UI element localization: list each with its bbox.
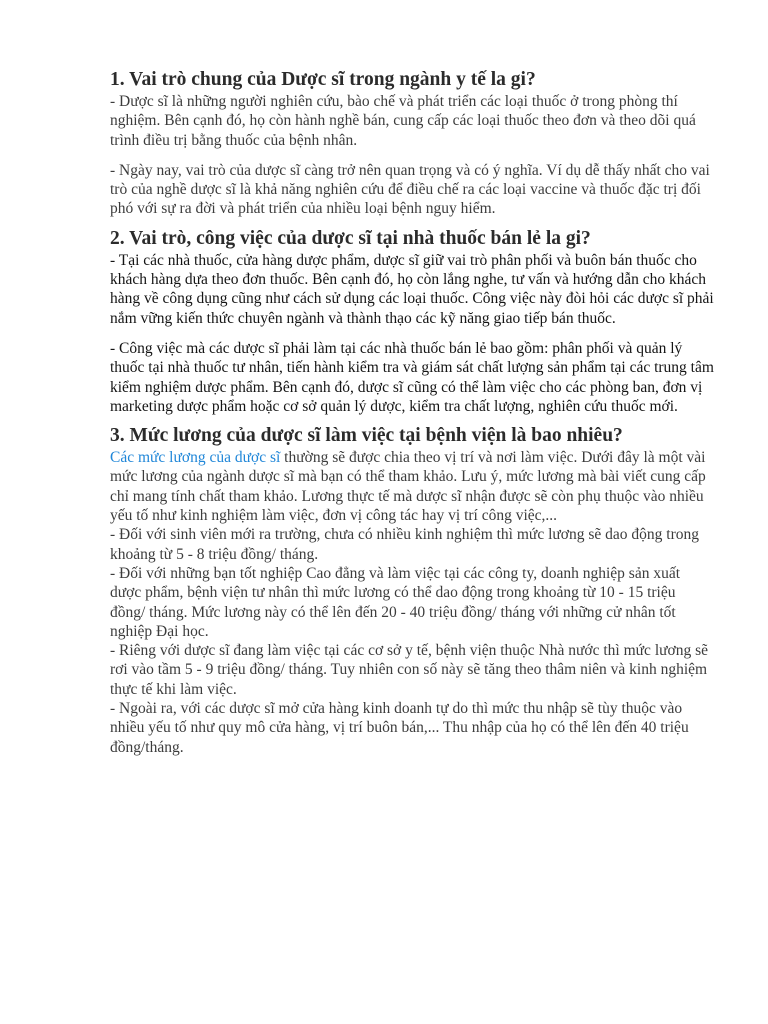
section-2-heading: 2. Vai trò, công việc của dược sĩ tại nhà thuốc bán lẻ la gi? <box>110 227 591 249</box>
section-3-heading: 3. Mức lương của dược sĩ làm việc tại bệnh viện là bao nhiêu? <box>110 425 623 447</box>
section-1-paragraph-2: - Ngày nay, vai trò của dược sĩ càng trở nên quan trọng và có ý nghĩa. Ví dụ dễ thấy nhất cho vai trò của nghề dược sĩ là khả năng nghiên cứu để điều chế ra các loại vaccine và thuốc đặc trị đối phó với sự ra đời và phát triển của nhiều loại bệnh nguy hiểm. <box>110 161 710 218</box>
section-3-intro <box>110 448 714 525</box>
salary-link[interactable]: Các mức lương của dược sĩ <box>110 449 281 467</box>
section-1 <box>110 68 714 219</box>
salary-bullet-1: - Đối với sinh viên mới ra trường, chưa có nhiều kinh nghiệm thì mức lương sẽ dao động trong khoảng từ 5 - 8 triệu đồng/ tháng. <box>110 526 699 563</box>
salary-bullet-3: - Riêng với dược sĩ đang làm việc tại các cơ sở y tế, bệnh viện thuộc Nhà nước thì mức lương sẽ rơi vào tầm 5 - 9 triệu đồng/ tháng. Tuy nhiên con số này sẽ tăng theo thâm niên và kinh nghiệm thực tế khi làm việc. <box>110 642 709 698</box>
section-3-intro-text: thường sẽ được chia theo vị trí và nơi làm việc. Dưới đây là một vài mức lương của ngành dược sĩ mà bạn có thể tham khảo. Lưu ý, mức lương mà bài viết cung cấp chỉ mang tính chất tham khảo. Lương thực tế mà dược sĩ nhận được sẽ còn phụ thuộc vào nhiều yếu tố như kinh nghiệm làm việc, đơn vị công tác hay vị trí công việc,... <box>110 449 706 525</box>
section-2 <box>110 227 714 416</box>
section-1-heading: 1. Vai trò chung của Dược sĩ trong ngành y tế la gi? <box>110 69 536 90</box>
section-1-paragraph-1: - Dược sĩ là những người nghiên cứu, bào chế và phát triển các loại thuốc ở trong phòng thí nghiệm. Bên cạnh đó, họ còn hành nghề bán, cung cấp các loại thuốc theo đơn và theo dõi quá trình điều trị bằng thuốc của bệnh nhân. <box>110 93 696 149</box>
section-2-paragraph-1: - Tại các nhà thuốc, cửa hàng dược phẩm, dược sĩ giữ vai trò phân phối và buôn bán thuốc cho khách hàng dựa theo đơn thuốc. Bên cạnh đó, họ còn lắng nghe, tư vấn và hướng dẫn cho khách hàng về công dụng cũng như cách sử dụng các loại thuốc. Công việc này đòi hỏi các dược sĩ phải nắm vững kiến thức chuyên ngành và thành thạo các kỹ năng giao tiếp bán thuốc. <box>110 251 714 327</box>
document-page <box>110 68 714 757</box>
section-2-paragraph-2: - Công việc mà các dược sĩ phải làm tại các nhà thuốc bán lẻ bao gồm: phân phối và quản lý thuốc tại nhà thuốc tư nhân, tiến hành kiểm tra và giám sát chất lượng sản phẩm tại các trung tâm kiểm nghiệm dược phẩm. Bên cạnh đó, dược sĩ cũng có thể làm việc cho các phòng ban, đơn vị marketing dược phẩm hoặc cơ sở quản lý dược, kiểm tra chất lượng, nghiên cứu thuốc mới. <box>110 339 714 415</box>
salary-bullet-2: - Đối với những bạn tốt nghiệp Cao đẳng và làm việc tại các công ty, doanh nghiệp sản xuất dược phẩm, bệnh viện tư nhân thì mức lương có thể dao động trong khoảng từ 10 - 15 triệu đồng/ tháng. Mức lương này có thể lên đến 20 - 40 triệu đồng/ tháng với những cử nhân tốt nghiệp Đại học. <box>110 564 681 640</box>
section-3 <box>110 424 714 757</box>
salary-bullet-4: - Ngoài ra, với các dược sĩ mở cửa hàng kinh doanh tự do thì mức thu nhập sẽ tùy thuộc vào nhiều yếu tố như quy mô cửa hàng, vị trí buôn bán,... Thu nhập của họ có thể lên đến 40 triệu đồng/tháng. <box>110 700 689 756</box>
